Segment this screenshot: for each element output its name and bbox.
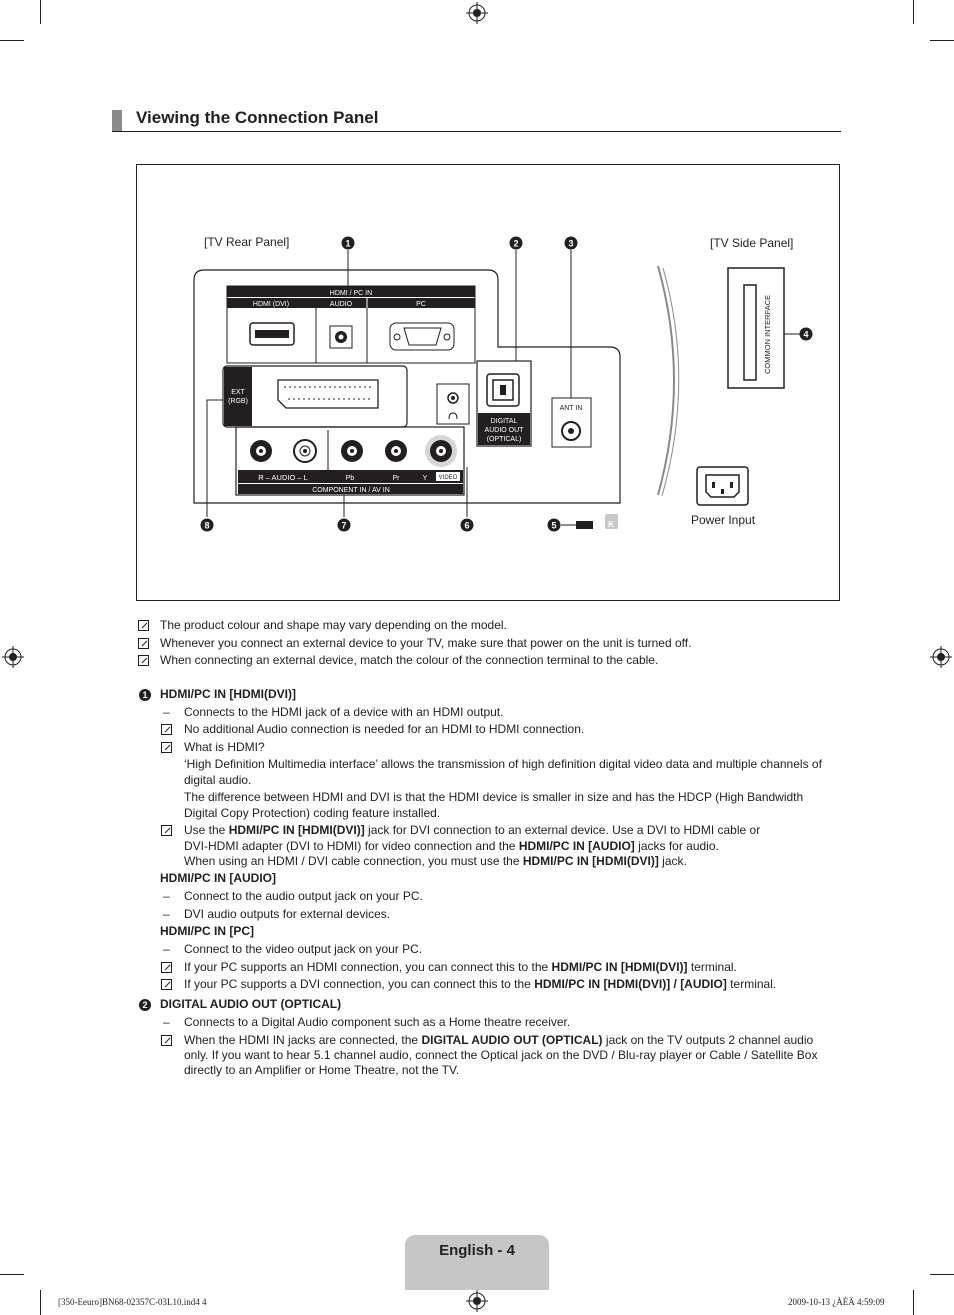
- svg-text:5: 5: [551, 520, 557, 531]
- note-text: Use the HDMI/PC IN [HDMI(DVI)] jack for DVI connection to an external device. Use a DVI to HDMI cable or: [184, 823, 761, 837]
- svg-text:7: 7: [341, 520, 347, 531]
- rear-panel-label: [TV Rear Panel]: [204, 235, 290, 249]
- note-icon: [161, 825, 172, 836]
- paragraph-text: digital audio.: [184, 773, 252, 787]
- optical-label: (OPTICAL): [486, 436, 522, 443]
- callout-1: [342, 237, 355, 250]
- registration-mark-icon: [2, 646, 24, 668]
- video-label: VIDEO: [438, 475, 458, 481]
- bullet-text: DVI audio outputs for external devices.: [184, 907, 391, 921]
- callout-7: [338, 519, 351, 532]
- svg-text:3: 3: [568, 238, 574, 249]
- callout-8: [201, 519, 214, 532]
- item-number-2: 2: [139, 999, 151, 1011]
- item-number-1: 1: [139, 689, 151, 701]
- pr-label: Pr: [392, 475, 400, 482]
- audio-out-label: AUDIO OUT: [484, 427, 524, 434]
- svg-text:2: 2: [513, 238, 519, 249]
- crop-mark: [0, 40, 24, 41]
- note-text: If your PC supports an HDMI connection, you can connect this to the HDMI/PC IN [HDMI(DVI)] terminal.: [184, 960, 737, 974]
- callout-3: [565, 237, 578, 250]
- crop-mark: [913, 0, 914, 24]
- power-input-label: Power Input: [691, 513, 756, 527]
- crop-mark: [40, 0, 41, 24]
- crop-mark: [40, 1290, 41, 1315]
- note-icon: [161, 979, 172, 990]
- page-title: Viewing the Connection Panel: [136, 108, 379, 127]
- component-in-label: COMPONENT IN / AV IN: [312, 487, 390, 494]
- dash: –: [163, 907, 170, 921]
- callout-5: [548, 519, 561, 532]
- callout-4: [800, 328, 813, 341]
- registration-mark-icon: [466, 1290, 488, 1312]
- bullet-text: Connect to the video output jack on your PC.: [184, 942, 423, 956]
- audio-label: AUDIO: [329, 301, 353, 308]
- callout-2: [510, 237, 523, 250]
- svg-text:1: 1: [345, 238, 351, 249]
- note-text: When using an HDMI / DVI cable connection, you must use the HDMI/PC IN [HDMI(DVI)] jack.: [184, 854, 687, 868]
- note-icon: [161, 724, 172, 735]
- paragraph-text: ‘High Definition Multimedia interface’ allows the transmission of high definition digital video data and multiple channels of: [184, 757, 822, 771]
- dash: –: [163, 1015, 170, 1029]
- page-number: English - 4: [439, 1242, 515, 1259]
- crop-mark: [930, 1274, 954, 1275]
- bullet-text: Connects to the HDMI jack of a device with an HDMI output.: [184, 705, 504, 719]
- registration-mark-icon: [466, 2, 488, 24]
- y-label: Y: [422, 475, 428, 482]
- note-icon: [138, 620, 149, 631]
- note-icon: [138, 655, 149, 666]
- crop-mark: [913, 1290, 914, 1315]
- note-icon: [161, 742, 172, 753]
- ant-in-label: ANT IN: [559, 405, 583, 412]
- pb-label: Pb: [345, 475, 355, 482]
- note-text: Whenever you connect an external device to your TV, make sure that power on the unit is turned off.: [160, 636, 692, 650]
- svg-text:K: K: [608, 520, 614, 529]
- subheading-audio: HDMI/PC IN [AUDIO]: [160, 871, 276, 885]
- paragraph-text: Digital Copy Protection) coding feature installed.: [184, 806, 441, 820]
- note-text: When the HDMI IN jacks are connected, the DIGITAL AUDIO OUT (OPTICAL) jack on the TV outputs 2 channel audio: [184, 1033, 814, 1047]
- registration-mark-icon: [930, 646, 952, 668]
- pc-label: PC: [416, 301, 426, 308]
- common-interface-label: COMMON INTERFACE: [763, 294, 772, 374]
- note-icon: [138, 638, 149, 649]
- bullet-text: Connect to the audio output jack on your PC.: [184, 889, 423, 903]
- side-panel-label: [TV Side Panel]: [710, 236, 794, 250]
- crop-mark: [930, 40, 954, 41]
- dash: –: [163, 889, 170, 903]
- hdmi-dvi-label: HDMI (DVI): [252, 301, 290, 308]
- title-rule: [112, 131, 841, 132]
- hdmi-pc-in-label: HDMI / PC IN: [329, 290, 373, 297]
- svg-text:6: 6: [464, 520, 470, 531]
- ext-label: EXT: [231, 389, 245, 396]
- item-title-digital-audio-out: DIGITAL AUDIO OUT (OPTICAL): [160, 997, 342, 1011]
- title-accent-bar: [112, 110, 122, 131]
- item-title-hdmi-dvi: HDMI/PC IN [HDMI(DVI)]: [160, 687, 296, 701]
- file-slug: [350-Eeuro]BN68-02357C-03L10.ind4 4: [58, 1297, 207, 1307]
- note-text: DVI-HDMI adapter (DVI to HDMI) for video connection and the HDMI/PC IN [AUDIO] jacks for audio.: [184, 839, 719, 853]
- callout-6: [461, 519, 474, 532]
- rgb-label: (RGB): [228, 398, 248, 405]
- svg-text:4: 4: [803, 329, 809, 340]
- note-text: directly to an Amplifier or Home Theatre, not the TV.: [184, 1063, 460, 1077]
- paragraph-text: The difference between HDMI and DVI is that the HDMI device is smaller in size and has the HDCP (High Bandwidth: [184, 790, 804, 804]
- note-icon: [161, 962, 172, 973]
- subheading-pc: HDMI/PC IN [PC]: [160, 924, 254, 938]
- digital-label: DIGITAL: [490, 418, 518, 425]
- bullet-text: Connects to a Digital Audio component such as a Home theatre receiver.: [184, 1015, 571, 1029]
- date-slug: 2009-10-13 ¿ÀÈÄ 4:59:09: [788, 1297, 885, 1307]
- note-text: What is HDMI?: [184, 740, 265, 754]
- note-text: When connecting an external device, match the colour of the connection terminal to the cable.: [160, 653, 659, 667]
- note-text: No additional Audio connection is needed for an HDMI to HDMI connection.: [184, 722, 585, 736]
- crop-mark: [0, 1274, 24, 1275]
- rear-panel-illustration: [137, 165, 839, 600]
- note-icon: [161, 1035, 172, 1046]
- note-text: If your PC supports a DVI connection, you can connect this to the HDMI/PC IN [HDMI(DVI)] / [AUDIO] terminal.: [184, 977, 777, 991]
- note-text: only. If you want to hear 5.1 channel audio, connect the Optical jack on the DVD / Blu-ray player or Cable / Satellite Box: [184, 1048, 818, 1062]
- audio-rl-label: R – AUDIO – L: [258, 473, 308, 482]
- svg-text:8: 8: [204, 520, 210, 531]
- dash: –: [163, 942, 170, 956]
- note-text: The product colour and shape may vary depending on the model.: [160, 618, 507, 632]
- dash: –: [163, 705, 170, 719]
